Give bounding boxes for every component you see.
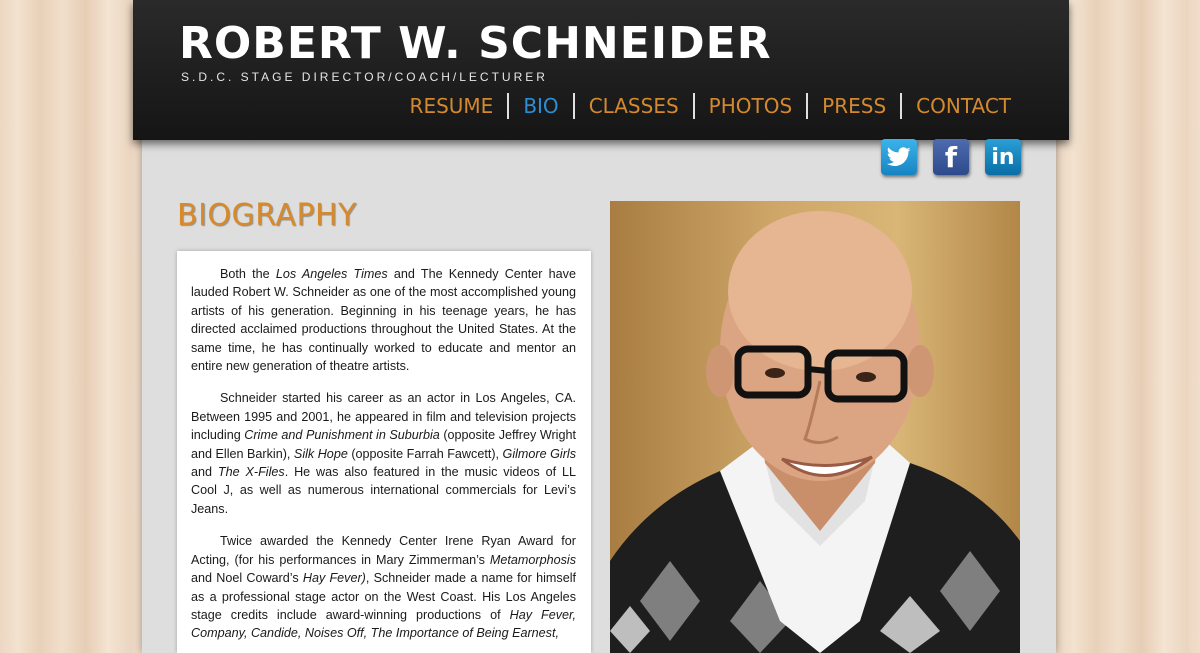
text-span: Schneider started his career as an actor in Los Angeles, CA. Between 1995 and 2001, he appeared in film and television projects including <box>191 391 576 443</box>
nav-bio[interactable]: BIO <box>507 93 572 119</box>
page-title: BIOGRAPHY <box>177 198 357 233</box>
italic-title: Crime and Punishment in Suburbia <box>244 428 440 443</box>
facebook-icon[interactable]: f <box>933 139 969 175</box>
headshot-photo <box>610 201 1020 653</box>
main-nav <box>396 93 1025 119</box>
text-span: , Schneider made a name for himself as a professional stage actor on the West Coast. His Los Angeles stage credits include award-winning productions of <box>191 571 576 622</box>
italic-title: The X-Files <box>217 465 285 480</box>
nav-press[interactable]: PRESS <box>806 93 900 119</box>
twitter-bird-icon <box>887 147 911 167</box>
site-tagline: S.D.C. STAGE DIRECTOR/COACH/LECTURER <box>181 70 548 84</box>
text-span: and <box>191 465 218 480</box>
text-span: . He was also featured in the music videos of LL Cool J, as well as numerous international commercials for Levi’s Jeans. <box>191 465 576 516</box>
text-span: (opposite Jeffrey Wright and Ellen Barkin), <box>191 428 576 461</box>
italic-title: Hay Fever) <box>302 571 366 586</box>
bio-paragraph <box>191 532 576 642</box>
nav-classes[interactable]: CLASSES <box>573 93 693 119</box>
nav-resume[interactable]: RESUME <box>409 94 494 118</box>
site-header <box>133 0 1069 140</box>
portrait-illustration <box>610 201 1020 653</box>
text-span: and Noel Coward’s <box>191 571 303 586</box>
text-span: Twice awarded the Kennedy Center Irene Ryan Award for Acting, (for his performances in Mary Zimmerman’s <box>191 534 576 567</box>
linkedin-icon[interactable]: in <box>985 139 1021 175</box>
italic-title: Metamorphosis <box>489 552 576 567</box>
nav-photos[interactable]: PHOTOS <box>693 93 807 119</box>
text-span: Both the <box>220 267 276 281</box>
biography-text-box <box>177 251 591 653</box>
social-links <box>881 139 1021 175</box>
text-span: and The Kennedy Center have lauded Robert W. Schneider as one of the most accomplished young artists of his generation. Beginning in his teenage years, he has directed acclaimed productions throughout the United States. At the same time, he has continually worked to educate and mentor an entire new generation of theatre artists. <box>191 267 576 374</box>
twitter-icon[interactable] <box>881 139 917 175</box>
bio-paragraph <box>191 389 576 518</box>
italic-title: Gilmore Girls <box>502 446 577 461</box>
italic-title: Silk Hope <box>293 446 348 461</box>
text-span: (opposite Farrah Fawcett), <box>347 446 503 461</box>
bio-paragraph <box>191 265 576 375</box>
site-title[interactable]: ROBERT W. SCHNEIDER <box>179 18 772 69</box>
italic-title: Los Angeles Times <box>275 267 388 281</box>
italic-title: Hay Fever, Company, Candide, Noises Off, The Importance of Being Earnest, <box>191 607 576 641</box>
nav-contact[interactable]: CONTACT <box>900 93 1025 119</box>
